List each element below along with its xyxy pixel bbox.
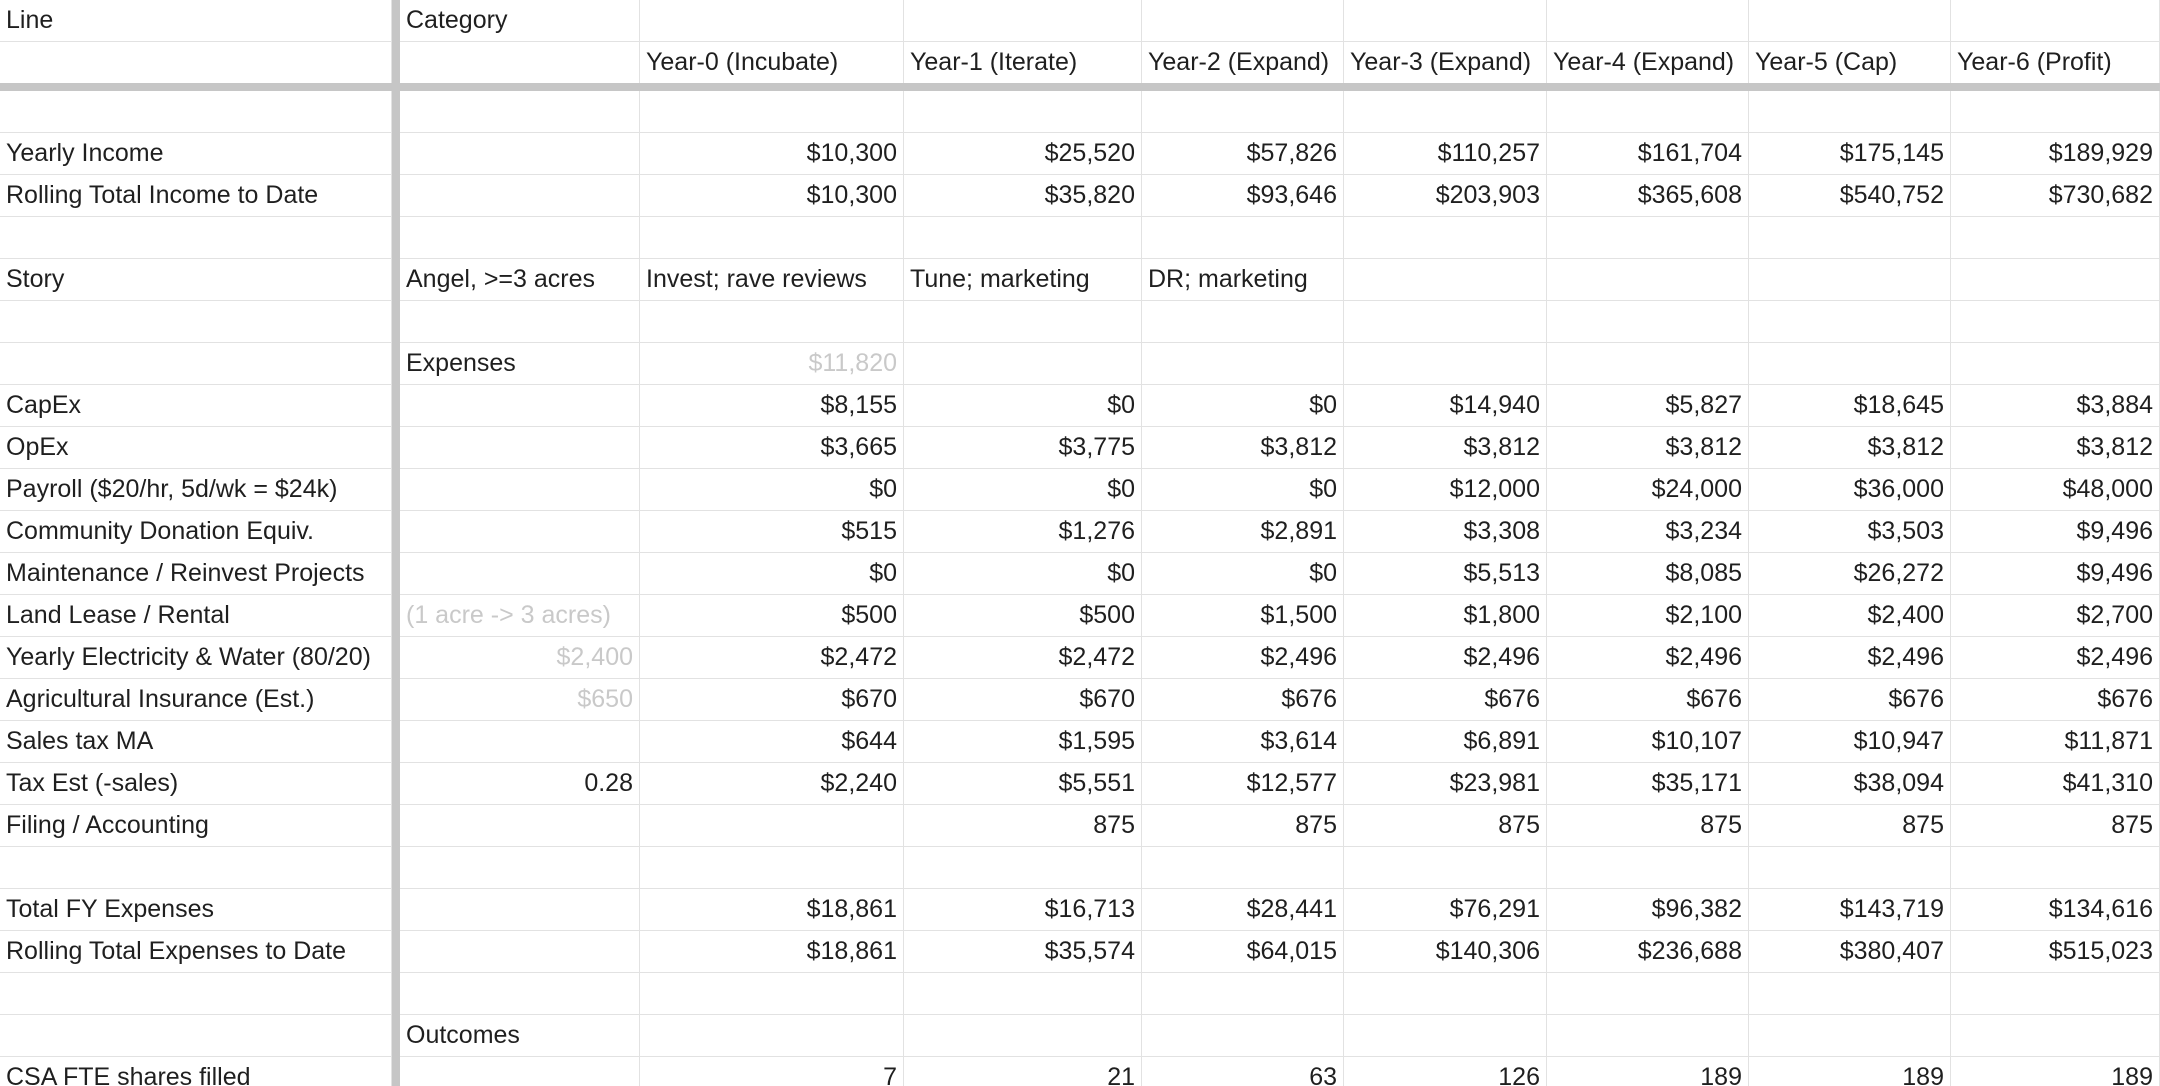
grid-cell[interactable]: $28,441 (1142, 889, 1344, 930)
grid-cell[interactable] (1142, 301, 1344, 342)
grid-cell[interactable]: $0 (640, 469, 904, 510)
grid-cell[interactable] (1547, 1015, 1749, 1056)
grid-cell[interactable]: $676 (1951, 679, 2160, 720)
table-row (0, 427, 2160, 469)
grid-cell[interactable] (1547, 217, 1749, 258)
column-header-cell[interactable] (904, 0, 1142, 41)
table-row (0, 637, 2160, 679)
grid-cell[interactable]: $2,496 (1142, 637, 1344, 678)
grid-cell[interactable] (640, 973, 904, 1014)
grid-cell[interactable] (904, 847, 1142, 888)
grid-cell[interactable]: $676 (1344, 679, 1547, 720)
grid-cell[interactable]: $3,884 (1951, 385, 2160, 426)
grid-cell[interactable]: 21 (904, 1057, 1142, 1086)
grid-cell[interactable]: $25,520 (904, 133, 1142, 174)
grid-cell[interactable] (640, 805, 904, 846)
grid-cell[interactable] (400, 427, 640, 468)
grid-cell[interactable] (400, 721, 640, 762)
grid-cell[interactable]: $3,614 (1142, 721, 1344, 762)
grid-cell[interactable]: $64,015 (1142, 931, 1344, 972)
grid-cell[interactable]: $38,094 (1749, 763, 1951, 804)
column-header-cell[interactable] (0, 42, 392, 83)
column-header-cell[interactable]: Year-3 (Expand) (1344, 42, 1547, 83)
column-header-cell[interactable] (400, 42, 640, 83)
grid-cell[interactable]: $18,645 (1749, 385, 1951, 426)
grid-cell[interactable] (904, 973, 1142, 1014)
grid-cell[interactable] (1344, 1015, 1547, 1056)
grid-cell[interactable]: Tune; marketing (904, 259, 1142, 300)
table-row (0, 343, 2160, 385)
grid-cell[interactable]: $5,513 (1344, 553, 1547, 594)
grid-cell[interactable]: $3,234 (1547, 511, 1749, 552)
grid-cell[interactable]: $10,300 (640, 133, 904, 174)
grid-cell[interactable]: $11,820 (640, 343, 904, 384)
column-header-cell[interactable] (1547, 0, 1749, 41)
table-row (0, 805, 2160, 847)
frozen-column-divider[interactable] (392, 0, 400, 1086)
grid-cell[interactable]: $10,107 (1547, 721, 1749, 762)
grid-cell[interactable]: $670 (904, 679, 1142, 720)
grid-cell[interactable] (640, 1015, 904, 1056)
grid-cell[interactable] (1344, 91, 1547, 132)
grid-cell[interactable]: $3,503 (1749, 511, 1951, 552)
grid-cell[interactable]: $96,382 (1547, 889, 1749, 930)
grid-cell[interactable]: $1,800 (1344, 595, 1547, 636)
grid-cell[interactable] (0, 301, 392, 342)
grid-cell[interactable]: OpEx (0, 427, 392, 468)
grid-cell[interactable] (1951, 259, 2160, 300)
grid-cell[interactable]: $175,145 (1749, 133, 1951, 174)
grid-cell[interactable]: $5,827 (1547, 385, 1749, 426)
table-row (0, 385, 2160, 427)
grid-cell[interactable]: $35,171 (1547, 763, 1749, 804)
grid-cell[interactable] (1749, 973, 1951, 1014)
grid-cell[interactable]: $3,812 (1142, 427, 1344, 468)
grid-cell[interactable] (1142, 1015, 1344, 1056)
grid-cell[interactable]: Sales tax MA (0, 721, 392, 762)
grid-cell[interactable]: $76,291 (1344, 889, 1547, 930)
grid-cell[interactable] (1142, 91, 1344, 132)
table-row (0, 511, 2160, 553)
grid-cell[interactable] (1547, 973, 1749, 1014)
grid-cell[interactable]: $57,826 (1142, 133, 1344, 174)
grid-cell[interactable]: $644 (640, 721, 904, 762)
grid-cell[interactable]: 63 (1142, 1057, 1344, 1086)
grid-cell[interactable]: 189 (1951, 1057, 2160, 1086)
grid-cell[interactable]: $8,085 (1547, 553, 1749, 594)
grid-cell[interactable]: $14,940 (1344, 385, 1547, 426)
grid-cell[interactable] (400, 469, 640, 510)
grid-cell[interactable]: $35,820 (904, 175, 1142, 216)
grid-cell[interactable]: $10,300 (640, 175, 904, 216)
grid-cell[interactable] (0, 973, 392, 1014)
grid-cell[interactable]: $23,981 (1344, 763, 1547, 804)
grid-cell[interactable] (0, 847, 392, 888)
grid-cell[interactable]: 875 (1749, 805, 1951, 846)
column-header-cell[interactable] (640, 0, 904, 41)
grid-cell[interactable] (904, 343, 1142, 384)
grid-cell[interactable] (1749, 259, 1951, 300)
grid-cell[interactable]: $0 (1142, 553, 1344, 594)
table-row (0, 469, 2160, 511)
grid-cell[interactable] (400, 1057, 640, 1086)
table-row (0, 175, 2160, 217)
grid-cell[interactable] (1344, 259, 1547, 300)
grid-cell[interactable]: Angel, >=3 acres (400, 259, 640, 300)
grid-cell[interactable]: $2,472 (904, 637, 1142, 678)
grid-cell[interactable]: $9,496 (1951, 511, 2160, 552)
grid-cell[interactable]: Filing / Accounting (0, 805, 392, 846)
grid-cell[interactable] (400, 301, 640, 342)
grid-cell[interactable] (1547, 259, 1749, 300)
grid-cell[interactable]: $2,240 (640, 763, 904, 804)
grid-cell[interactable] (1749, 301, 1951, 342)
table-row (0, 595, 2160, 637)
grid-cell[interactable] (1344, 343, 1547, 384)
grid-cell[interactable]: $1,500 (1142, 595, 1344, 636)
grid-cell[interactable] (1142, 847, 1344, 888)
grid-cell[interactable]: $1,595 (904, 721, 1142, 762)
column-header-cell[interactable]: Year-1 (Iterate) (904, 42, 1142, 83)
grid-cell[interactable]: $16,713 (904, 889, 1142, 930)
grid-cell[interactable]: $12,000 (1344, 469, 1547, 510)
grid-cell[interactable]: Payroll ($20/hr, 5d/wk = $24k) (0, 469, 392, 510)
grid-cell[interactable]: $3,308 (1344, 511, 1547, 552)
grid-cell[interactable]: $236,688 (1547, 931, 1749, 972)
grid-cell[interactable]: $2,496 (1547, 637, 1749, 678)
grid-cell[interactable]: $1,276 (904, 511, 1142, 552)
table-row (0, 217, 2160, 259)
grid-cell[interactable] (640, 217, 904, 258)
grid-cell[interactable]: 189 (1749, 1057, 1951, 1086)
grid-cell[interactable]: 875 (1547, 805, 1749, 846)
grid-cell[interactable]: $650 (400, 679, 640, 720)
column-header-cell[interactable]: Year-4 (Expand) (1547, 42, 1749, 83)
grid-cell[interactable]: $3,812 (1344, 427, 1547, 468)
grid-cell[interactable]: $26,272 (1749, 553, 1951, 594)
grid-cell[interactable] (1749, 217, 1951, 258)
grid-cell[interactable]: 875 (1344, 805, 1547, 846)
grid-cell[interactable]: $500 (904, 595, 1142, 636)
grid-cell[interactable]: $3,812 (1749, 427, 1951, 468)
grid-cell[interactable]: $9,496 (1951, 553, 2160, 594)
column-header-cell[interactable] (1749, 0, 1951, 41)
grid-cell[interactable] (1951, 847, 2160, 888)
grid-cell[interactable]: $10,947 (1749, 721, 1951, 762)
grid-cell[interactable] (400, 889, 640, 930)
grid-cell[interactable]: 875 (1142, 805, 1344, 846)
grid-cell[interactable]: $2,891 (1142, 511, 1344, 552)
grid-cell[interactable] (1951, 91, 2160, 132)
grid-cell[interactable] (1142, 973, 1344, 1014)
grid-cell[interactable]: DR; marketing (1142, 259, 1344, 300)
grid-cell[interactable]: 7 (640, 1057, 904, 1086)
column-header-cell[interactable] (1951, 0, 2160, 41)
grid-cell[interactable] (400, 931, 640, 972)
grid-cell[interactable] (904, 301, 1142, 342)
grid-cell[interactable] (1547, 301, 1749, 342)
grid-cell[interactable] (400, 847, 640, 888)
grid-cell[interactable]: $500 (640, 595, 904, 636)
grid-cell[interactable]: $676 (1142, 679, 1344, 720)
grid-cell[interactable]: Rolling Total Income to Date (0, 175, 392, 216)
grid-cell[interactable]: $0 (904, 469, 1142, 510)
grid-cell[interactable] (640, 91, 904, 132)
column-header-cell[interactable]: Year-6 (Profit) (1951, 42, 2160, 83)
table-row (0, 889, 2160, 931)
grid-cell[interactable]: (1 acre -> 3 acres) (400, 595, 640, 636)
grid-cell[interactable] (0, 91, 392, 132)
grid-cell[interactable] (400, 511, 640, 552)
grid-cell[interactable] (1344, 973, 1547, 1014)
grid-cell[interactable] (1951, 1015, 2160, 1056)
grid-cell[interactable]: Story (0, 259, 392, 300)
grid-cell[interactable]: $5,551 (904, 763, 1142, 804)
grid-cell[interactable]: Tax Est (-sales) (0, 763, 392, 804)
grid-cell[interactable] (1344, 847, 1547, 888)
grid-cell[interactable] (400, 385, 640, 426)
header-row (0, 42, 2160, 84)
grid-cell[interactable] (1344, 217, 1547, 258)
grid-cell[interactable]: $18,861 (640, 889, 904, 930)
grid-cell[interactable]: $2,472 (640, 637, 904, 678)
grid-cell[interactable]: 0.28 (400, 763, 640, 804)
grid-cell[interactable] (1547, 343, 1749, 384)
grid-cell[interactable] (1749, 847, 1951, 888)
table-row (0, 259, 2160, 301)
column-header-cell[interactable] (1344, 0, 1547, 41)
grid-cell[interactable] (1547, 91, 1749, 132)
grid-cell[interactable] (1749, 343, 1951, 384)
grid-cell[interactable]: Rolling Total Expenses to Date (0, 931, 392, 972)
grid-cell[interactable] (1142, 343, 1344, 384)
grid-cell[interactable] (904, 91, 1142, 132)
grid-cell[interactable]: $203,903 (1344, 175, 1547, 216)
grid-cell[interactable]: Maintenance / Reinvest Projects (0, 553, 392, 594)
grid-cell[interactable] (400, 973, 640, 1014)
table-row (0, 1057, 2160, 1086)
grid-cell[interactable]: $36,000 (1749, 469, 1951, 510)
grid-cell[interactable]: CapEx (0, 385, 392, 426)
column-header-cell[interactable] (1142, 0, 1344, 41)
grid-cell[interactable]: $110,257 (1344, 133, 1547, 174)
grid-cell[interactable]: $3,775 (904, 427, 1142, 468)
grid-cell[interactable]: $3,812 (1547, 427, 1749, 468)
grid-cell[interactable]: $515,023 (1951, 931, 2160, 972)
grid-cell[interactable] (1749, 91, 1951, 132)
grid-cell[interactable] (1951, 217, 2160, 258)
grid-cell[interactable]: $2,400 (400, 637, 640, 678)
grid-cell[interactable]: 126 (1344, 1057, 1547, 1086)
grid-cell[interactable]: Invest; rave reviews (640, 259, 904, 300)
grid-cell[interactable]: CSA FTE shares filled (0, 1057, 392, 1086)
grid-cell[interactable] (400, 175, 640, 216)
grid-cell[interactable] (1951, 973, 2160, 1014)
grid-cell[interactable]: $189,929 (1951, 133, 2160, 174)
grid-cell[interactable]: Total FY Expenses (0, 889, 392, 930)
grid-cell[interactable]: 875 (1951, 805, 2160, 846)
grid-cell[interactable]: $365,608 (1547, 175, 1749, 216)
grid-cell[interactable]: $676 (1547, 679, 1749, 720)
grid-cell[interactable] (1951, 301, 2160, 342)
grid-cell[interactable] (1951, 343, 2160, 384)
grid-cell[interactable]: $134,616 (1951, 889, 2160, 930)
grid-cell[interactable]: $2,700 (1951, 595, 2160, 636)
grid-cell[interactable]: $0 (1142, 385, 1344, 426)
frozen-row-divider[interactable] (0, 83, 2160, 91)
grid-cell[interactable]: Yearly Electricity & Water (80/20) (0, 637, 392, 678)
grid-cell[interactable] (400, 133, 640, 174)
grid-cell[interactable]: Agricultural Insurance (Est.) (0, 679, 392, 720)
grid-cell[interactable] (1547, 847, 1749, 888)
grid-cell[interactable]: 189 (1547, 1057, 1749, 1086)
grid-cell[interactable]: Community Donation Equiv. (0, 511, 392, 552)
grid-cell[interactable]: $2,496 (1749, 637, 1951, 678)
column-header-cell[interactable]: Year-2 (Expand) (1142, 42, 1344, 83)
grid-cell[interactable]: $41,310 (1951, 763, 2160, 804)
grid-cell[interactable]: $676 (1749, 679, 1951, 720)
grid-cell[interactable] (640, 847, 904, 888)
grid-cell[interactable]: Land Lease / Rental (0, 595, 392, 636)
grid-cell[interactable]: $48,000 (1951, 469, 2160, 510)
grid-cell[interactable] (904, 1015, 1142, 1056)
grid-cell[interactable]: $2,496 (1344, 637, 1547, 678)
grid-cell[interactable]: $161,704 (1547, 133, 1749, 174)
grid-cell[interactable]: $0 (640, 553, 904, 594)
grid-cell[interactable] (1344, 301, 1547, 342)
grid-cell[interactable]: $515 (640, 511, 904, 552)
grid-cell[interactable]: $143,719 (1749, 889, 1951, 930)
table-row (0, 133, 2160, 175)
grid-cell[interactable]: Expenses (400, 343, 640, 384)
grid-cell[interactable]: $670 (640, 679, 904, 720)
grid-cell[interactable]: $380,407 (1749, 931, 1951, 972)
table-row (0, 973, 2160, 1015)
grid-cell[interactable]: $0 (904, 553, 1142, 594)
grid-cell[interactable] (1142, 217, 1344, 258)
grid-cell[interactable] (0, 343, 392, 384)
table-row (0, 91, 2160, 133)
grid-cell[interactable] (1749, 1015, 1951, 1056)
grid-cell[interactable]: Outcomes (400, 1015, 640, 1056)
grid-cell[interactable] (400, 217, 640, 258)
grid-cell[interactable]: $18,861 (640, 931, 904, 972)
table-row (0, 763, 2160, 805)
column-header-cell[interactable]: Year-0 (Incubate) (640, 42, 904, 83)
grid-cell[interactable]: $540,752 (1749, 175, 1951, 216)
table-row (0, 847, 2160, 889)
column-header-cell[interactable]: Line (0, 0, 392, 41)
grid-cell[interactable]: $2,496 (1951, 637, 2160, 678)
table-row (0, 931, 2160, 973)
grid-cell[interactable]: $730,682 (1951, 175, 2160, 216)
grid-cell[interactable]: Yearly Income (0, 133, 392, 174)
grid-cell[interactable] (0, 1015, 392, 1056)
table-row (0, 679, 2160, 721)
grid-cell[interactable]: $8,155 (640, 385, 904, 426)
grid-cell[interactable]: $140,306 (1344, 931, 1547, 972)
grid-cell[interactable]: 875 (904, 805, 1142, 846)
grid-cell[interactable] (904, 217, 1142, 258)
grid-cell[interactable]: $11,871 (1951, 721, 2160, 762)
column-header-cell[interactable]: Year-5 (Cap) (1749, 42, 1951, 83)
grid-cell[interactable] (640, 301, 904, 342)
table-row (0, 301, 2160, 343)
table-row (0, 721, 2160, 763)
grid-cell[interactable]: $35,574 (904, 931, 1142, 972)
grid-cell[interactable] (0, 217, 392, 258)
grid-cell[interactable]: $0 (904, 385, 1142, 426)
grid-cell[interactable]: $24,000 (1547, 469, 1749, 510)
column-header-cell[interactable]: Category (400, 0, 640, 41)
grid-cell[interactable]: $6,891 (1344, 721, 1547, 762)
header-row (0, 0, 2160, 42)
grid-cell[interactable]: $93,646 (1142, 175, 1344, 216)
table-row (0, 1015, 2160, 1057)
grid-cell[interactable] (400, 805, 640, 846)
grid-cell[interactable]: $2,400 (1749, 595, 1951, 636)
grid-cell[interactable]: $12,577 (1142, 763, 1344, 804)
grid-cell[interactable]: $2,100 (1547, 595, 1749, 636)
grid-cell[interactable]: $0 (1142, 469, 1344, 510)
grid-cell[interactable] (400, 553, 640, 594)
table-row (0, 553, 2160, 595)
grid-cell[interactable] (400, 91, 640, 132)
grid-cell[interactable]: $3,665 (640, 427, 904, 468)
grid-cell[interactable]: $3,812 (1951, 427, 2160, 468)
